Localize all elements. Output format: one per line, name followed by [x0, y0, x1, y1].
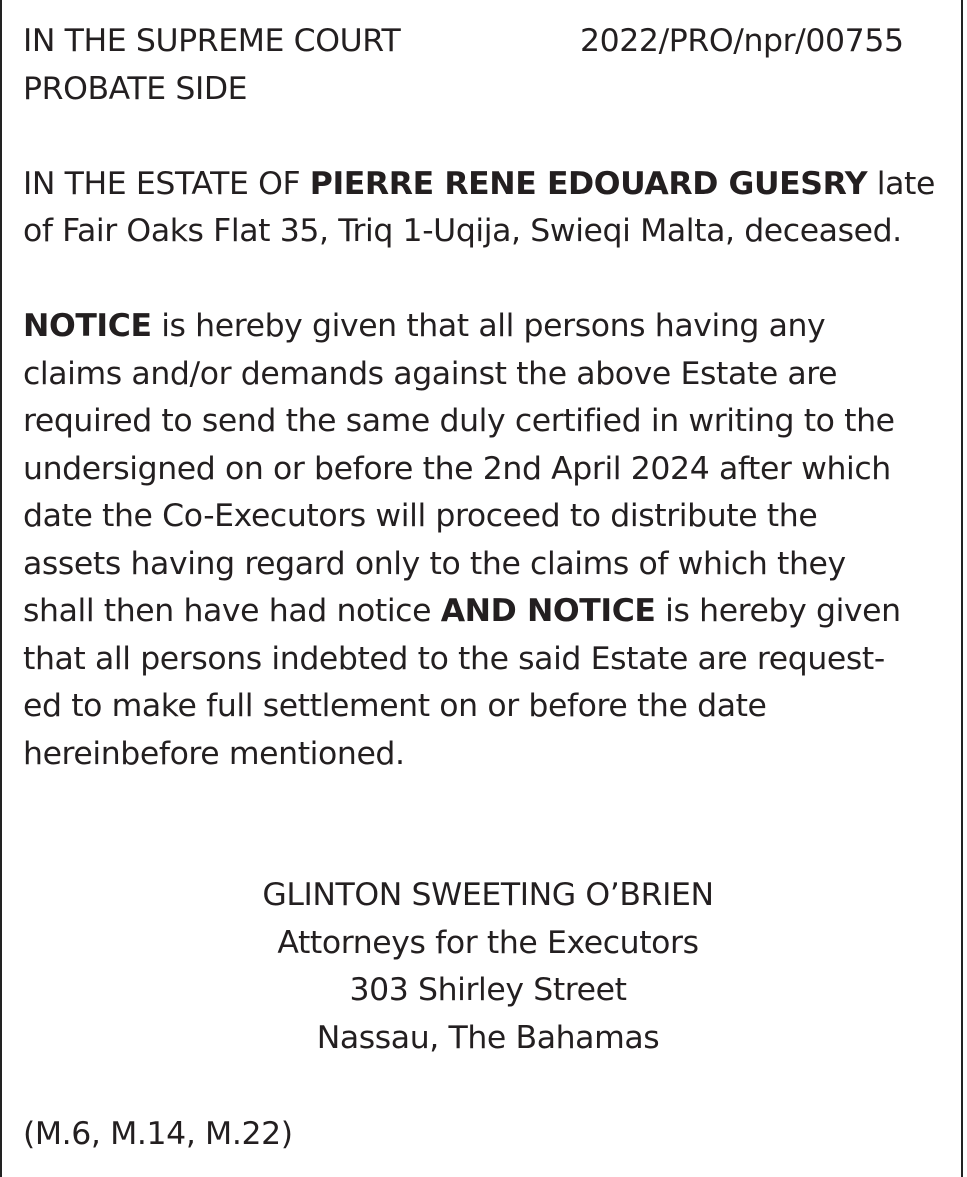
- court-side: PROBATE SIDE: [23, 70, 248, 107]
- signature-block: [23, 872, 953, 1062]
- estate-line-2: of Fair Oaks Flat 35, Triq 1-Uqija, Swieqi Malta, deceased.: [23, 213, 902, 249]
- notice-line-4: undersigned on or before the 2nd April 2024 after which: [23, 450, 891, 487]
- notice-line-6: assets having regard only to the claims of which they: [23, 545, 846, 582]
- firm-role: Attorneys for the Executors: [277, 924, 699, 961]
- firm-city: Nassau, The Bahamas: [316, 1019, 660, 1056]
- notice-line-1: [23, 303, 953, 351]
- and-notice-heading: AND NOTICE: [440, 593, 656, 629]
- estate-prefix: IN THE ESTATE OF: [23, 165, 310, 202]
- deceased-name: PIERRE RENE EDOUARD GUESRY: [309, 165, 868, 202]
- case-number: 2022/PRO/npr/00755: [580, 23, 904, 59]
- notice-line-7-start: shall then have had notice: [23, 593, 441, 629]
- notice-line-7-end: is hereby given: [655, 593, 901, 629]
- notice-line-10: hereinbefore mentioned.: [23, 735, 405, 772]
- firm-name: GLINTON SWEETING O’BRIEN: [262, 877, 714, 913]
- firm-street: 303 Shirley Street: [349, 972, 627, 1008]
- estate-line-1: [23, 161, 953, 209]
- notice-line-5: date the Co-Executors will proceed to distribute the: [23, 498, 818, 534]
- court-name: IN THE SUPREME COURT: [23, 23, 401, 59]
- notice-line-9: ed to make full settlement on or before the date: [23, 688, 767, 724]
- publication-references: (M.6, M.14, M.22): [23, 1116, 293, 1152]
- notice-heading: NOTICE: [23, 308, 152, 344]
- notice-line-3: required to send the same duly certified in writing to the: [23, 403, 895, 439]
- notice-line-8: that all persons indebted to the said Estate are request-: [23, 640, 885, 677]
- probate-notice: [23, 18, 953, 778]
- header-line: [23, 18, 953, 66]
- notice-line-2: claims and/or demands against the above Estate are: [23, 355, 838, 392]
- estate-suffix: late: [867, 165, 935, 202]
- notice-line-1-text: is hereby given that all persons having any: [151, 308, 826, 344]
- notice-line-7: [23, 588, 953, 636]
